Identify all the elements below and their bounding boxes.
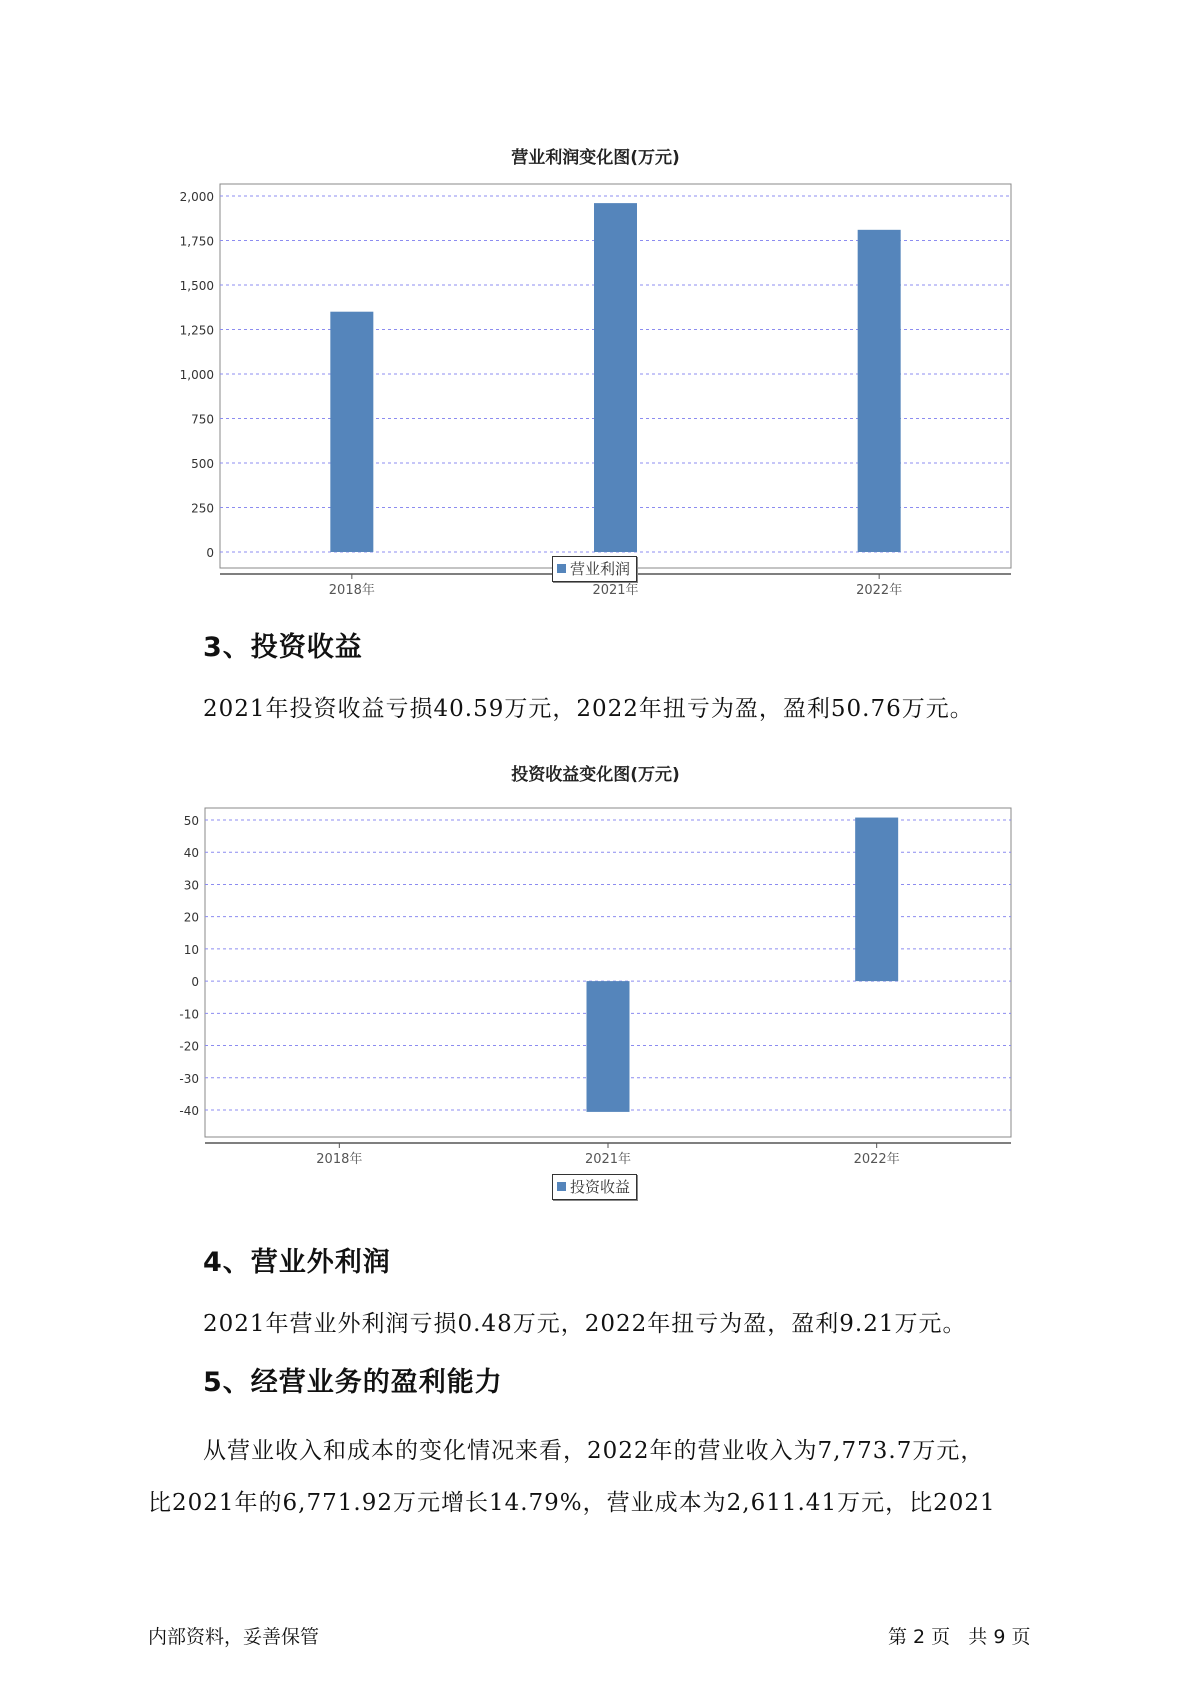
x-tick-label: 2021年 [584,1152,632,1167]
y-tick-label: -40 [179,1104,199,1118]
y-tick-label: 1,000 [179,368,214,382]
y-tick-label: -10 [179,1007,199,1022]
y-tick-label: 30 [183,878,199,893]
x-tick-label: 2022年 [856,583,903,598]
chart1-title: 营业利润变化图(万元) [511,148,680,168]
y-tick-label: 0 [206,546,214,560]
bar [330,312,373,552]
bar [587,981,630,1112]
y-tick-label: 20 [183,910,199,925]
bar [858,230,901,552]
bar [594,203,637,552]
x-tick-label: 2021年 [592,583,639,598]
footer-note: 内部资料，妥善保管 [148,1626,320,1648]
chart1-legend-label: 营业利润 [570,560,631,578]
y-tick-label: 500 [191,457,214,471]
y-tick-label: 1,250 [179,323,214,338]
section-5-line1: 从营业收入和成本的变化情况来看，2022年的营业收入为7,773.7万元， [203,1438,985,1464]
section-3-text: 2021年投资收益亏损40.59万元，2022年扭亏为盈，盈利50.76万元。 [203,696,974,722]
section-5-line2: 比2021年的6,771.92万元增长14.79%，营业成本为2,611.41万元，比2021 [148,1490,996,1516]
y-tick-label: 1,750 [179,234,214,249]
y-tick-label: 10 [183,942,199,957]
chart1-legend [552,556,637,582]
chart2-title: 投资收益变化图(万元) [511,765,680,785]
x-tick-label: 2022年 [853,1152,900,1167]
section-4-text: 2021年营业外利润亏损0.48万元，2022年扭亏为盈，盈利9.21万元。 [203,1311,967,1337]
y-tick-label: 250 [191,501,214,516]
y-tick-label: 50 [183,814,199,828]
y-tick-label: -30 [179,1071,199,1086]
section-4-heading: 4、营业外利润 [203,1247,391,1278]
x-tick-label: 2018年 [328,583,375,598]
y-tick-label: -20 [179,1039,199,1054]
section-5-heading: 5、经营业务的盈利能力 [203,1367,503,1398]
chart2-legend [552,1174,637,1200]
page-number: 第 2 页 共 9 页 [888,1626,1031,1648]
chart2-legend-label: 投资收益 [570,1178,631,1196]
y-tick-label: 40 [183,846,199,861]
section-3-heading: 3、投资收益 [203,632,363,663]
bar [855,818,898,982]
y-tick-label: 750 [191,412,214,427]
legend-swatch [557,564,566,573]
x-tick-label: 2018年 [316,1152,363,1167]
y-tick-label: 0 [191,975,199,990]
y-tick-label: 2,000 [179,190,214,204]
legend-swatch [557,1182,566,1191]
investment-income-chart [0,780,1191,1167]
y-tick-label: 1,500 [179,279,214,293]
